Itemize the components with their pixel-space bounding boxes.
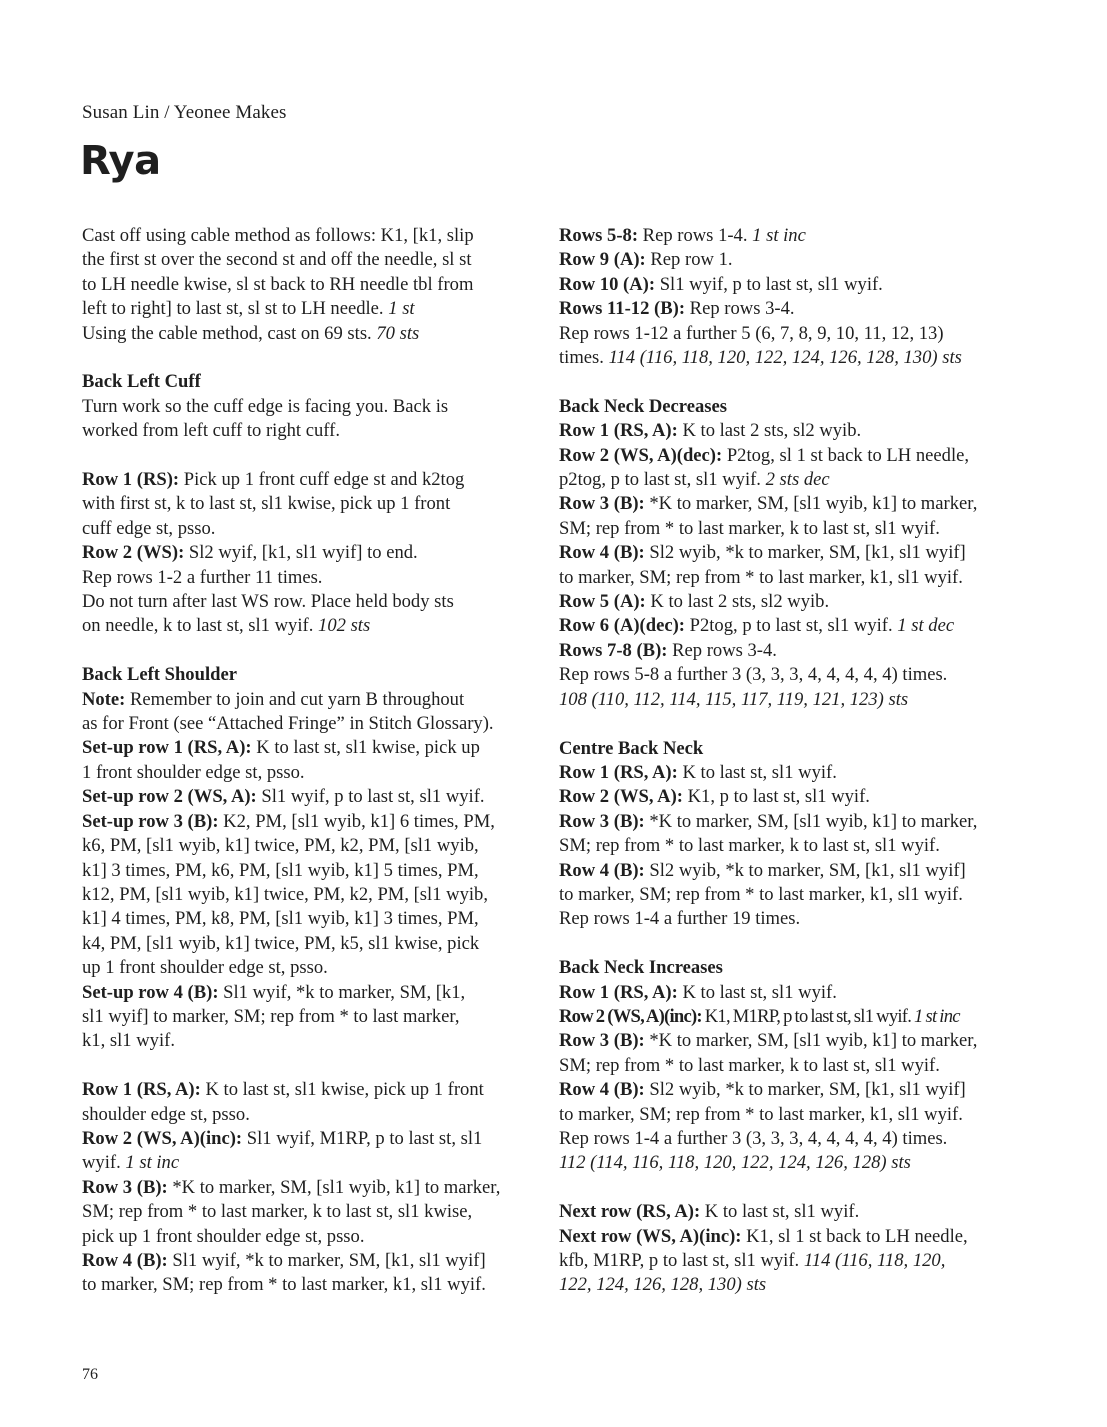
instruction-text: P2tog, sl 1 st back to LH needle,: [722, 444, 970, 466]
instruction-text: Rep rows 1-4 a further 19 times.: [559, 908, 801, 930]
instruction-line: [82, 834, 530, 858]
instruction-line: [559, 1029, 1009, 1053]
instruction-text: K to last st, sl1 kwise, pick up 1 front: [200, 1079, 484, 1101]
instruction-text: with first st, k to last st, sl1 kwise, pick up 1 front: [82, 493, 451, 515]
instruction-line: [559, 1273, 1009, 1297]
right-column: [559, 224, 1009, 1298]
paragraph-spacer: [559, 712, 1009, 736]
instruction-text: 1 front shoulder edge st, psso.: [82, 761, 305, 783]
instruction-line: [82, 761, 530, 785]
instruction-line: [559, 981, 1009, 1005]
instruction-line: [559, 785, 1009, 809]
instruction-text: Rep rows 1-4 a further 3 (3, 3, 3, 4, 4, 4, 4, 4) times.: [559, 1127, 948, 1149]
instruction-line: [82, 712, 530, 736]
instruction-text: on needle, k to last st, sl1 wyif.: [82, 615, 314, 637]
row-label: Row 1 (RS, A):: [559, 981, 678, 1003]
instruction-line: [82, 395, 530, 419]
instruction-text: to marker, SM; rep from * to last marker, k1, sl1 wyif.: [559, 883, 963, 905]
instruction-line: [82, 468, 530, 492]
instruction-line: [82, 1249, 530, 1273]
instruction-line: [559, 1005, 1009, 1029]
instruction-line: [82, 248, 530, 272]
instruction-text: Sl1 wyif, p to last st, sl1 wyif.: [256, 786, 485, 808]
row-label: Row 6 (A)(dec):: [559, 615, 685, 637]
section-heading: Back Neck Increases: [559, 957, 723, 979]
instruction-text: Turn work so the cuff edge is facing you. Back is: [82, 395, 449, 417]
row-label: Next row (WS, A)(inc):: [559, 1225, 742, 1247]
instruction-text: to marker, SM; rep from * to last marker, k1, sl1 wyif.: [82, 1274, 486, 1296]
instruction-text: k1] 3 times, PM, k6, PM, [sl1 wyib, k1] 5 times, PM,: [82, 859, 479, 881]
instruction-line: [82, 1225, 530, 1249]
instruction-text: to LH needle kwise, sl st back to RH needle tbl from: [82, 273, 474, 295]
stitch-count: 112 (114, 116, 118, 120, 122, 124, 126, 128) sts: [559, 1152, 911, 1174]
instruction-text: K to last st, sl1 wyif.: [677, 761, 837, 783]
instruction-line: [82, 1078, 530, 1102]
stitch-count: 1 st inc: [120, 1152, 180, 1174]
instruction-line: [559, 541, 1009, 565]
instruction-line: [82, 590, 530, 614]
instruction-line: [82, 273, 530, 297]
instruction-line: [559, 566, 1009, 590]
instruction-text: K to last st, sl1 wyif.: [700, 1201, 860, 1223]
instruction-line: [559, 859, 1009, 883]
instruction-text: to marker, SM; rep from * to last marker, k1, sl1 wyif.: [559, 1103, 963, 1125]
instruction-text: K to last 2 sts, sl2 wyib.: [677, 420, 862, 442]
instruction-text: K1, p to last st, sl1 wyif.: [682, 786, 870, 808]
row-label: Set-up row 1 (RS, A):: [82, 737, 252, 759]
instruction-line: [82, 224, 530, 248]
instruction-line: [559, 322, 1009, 346]
row-label: Row 1 (RS, A):: [559, 761, 678, 783]
instruction-line: [559, 346, 1009, 370]
instruction-line: [559, 419, 1009, 443]
stitch-count: 102 sts: [313, 615, 371, 637]
instruction-line: [559, 1225, 1009, 1249]
instruction-line: [559, 492, 1009, 516]
instruction-line: [82, 1005, 530, 1029]
row-label: Row 4 (B):: [559, 542, 645, 564]
row-label: Rows 11-12 (B):: [559, 298, 686, 320]
row-label: Row 4 (B):: [82, 1250, 168, 1271]
instruction-line: [559, 590, 1009, 614]
instruction-text: Do not turn after last WS row. Place held body sts: [82, 591, 454, 613]
paragraph-spacer: [559, 932, 1009, 956]
instruction-line: [559, 810, 1009, 834]
row-label: Row 10 (A):: [559, 273, 656, 295]
instruction-text: pick up 1 front shoulder edge st, psso.: [82, 1225, 365, 1247]
row-label: Set-up row 3 (B):: [82, 810, 219, 832]
instruction-line: [559, 273, 1009, 297]
pattern-title: Rya: [80, 138, 161, 184]
instruction-text: k6, PM, [sl1 wyib, k1] twice, PM, k2, PM, [sl1 wyib,: [82, 835, 479, 857]
section-heading: Centre Back Neck: [559, 737, 704, 759]
instruction-line: [559, 297, 1009, 321]
instruction-line: [559, 468, 1009, 492]
row-label: Row 5 (A):: [559, 591, 646, 613]
instruction-text: SM; rep from * to last marker, k to last st, sl1 kwise,: [82, 1201, 473, 1223]
instruction-line: [82, 492, 530, 516]
stitch-count: 114 (116, 118, 120,: [799, 1250, 946, 1271]
instruction-line: [82, 297, 530, 321]
instruction-line: [82, 1151, 530, 1175]
stitch-count: 70 sts: [371, 322, 420, 344]
instruction-text: Remember to join and cut yarn B throughout: [125, 688, 465, 710]
instruction-text: times.: [559, 347, 604, 369]
instruction-text: as for Front (see “Attached Fringe” in Stitch Glossary).: [82, 713, 494, 735]
instruction-line: [559, 1127, 1009, 1151]
instruction-line: [559, 1078, 1009, 1102]
instruction-text: k1, sl1 wyif.: [82, 1030, 175, 1052]
section-heading: Back Neck Decreases: [559, 395, 727, 417]
instruction-text: Sl2 wyib, *k to marker, SM, [k1, sl1 wyif]: [644, 1079, 966, 1101]
instruction-text: SM; rep from * to last marker, k to last st, sl1 wyif.: [559, 517, 940, 539]
instruction-text: K2, PM, [sl1 wyib, k1] 6 times, PM,: [218, 810, 495, 832]
instruction-text: sl1 wyif] to marker, SM; rep from * to last marker,: [82, 1005, 460, 1027]
instruction-text: Sl1 wyif, M1RP, p to last st, sl1: [242, 1127, 483, 1149]
section-heading: Back Left Cuff: [82, 371, 201, 393]
instruction-text: the first st over the second st and off the needle, sl st: [82, 249, 472, 271]
paragraph-spacer: [82, 444, 530, 468]
row-label: Set-up row 2 (WS, A):: [82, 786, 257, 808]
instruction-text: K1, sl 1 st back to LH needle,: [741, 1225, 968, 1247]
instruction-text: Sl1 wyif, *k to marker, SM, [k1,: [218, 981, 466, 1003]
instruction-line: [82, 907, 530, 931]
instruction-line: [82, 688, 530, 712]
instruction-line: [559, 614, 1009, 638]
stitch-count: 1 st inc: [911, 1005, 960, 1027]
instruction-line: [82, 810, 530, 834]
instruction-text: Rep rows 1-2 a further 11 times.: [82, 566, 323, 588]
instruction-line: [82, 956, 530, 980]
instruction-line: [559, 883, 1009, 907]
row-label: Set-up row 4 (B):: [82, 981, 219, 1003]
instruction-text: Sl2 wyib, *k to marker, SM, [k1, sl1 wyif]: [644, 542, 966, 564]
row-label: Rows 7-8 (B):: [559, 639, 668, 661]
row-label: Row 1 (RS, A):: [559, 420, 678, 442]
instruction-line: [559, 639, 1009, 663]
row-label: Row 2 (WS, A):: [559, 786, 683, 808]
instruction-text: K1, M1RP, p to last st, sl1 wyif.: [701, 1005, 912, 1027]
stitch-count: 114 (116, 118, 120, 122, 124, 126, 128, 130) sts: [603, 347, 962, 369]
instruction-text: *K to marker, SM, [sl1 wyib, k1] to marker,: [644, 810, 978, 832]
instruction-text: K to last 2 sts, sl2 wyib.: [645, 591, 830, 613]
instruction-line: [559, 444, 1009, 468]
instruction-line: [559, 224, 1009, 248]
instruction-text: Sl2 wyib, *k to marker, SM, [k1, sl1 wyif]: [644, 859, 966, 881]
instruction-text: *K to marker, SM, [sl1 wyib, k1] to marker,: [644, 1030, 978, 1052]
row-label: Row 3 (B):: [82, 1176, 168, 1198]
stitch-count: 1 st inc: [747, 225, 806, 246]
paragraph-spacer: [82, 639, 530, 663]
row-label: Row 2 (WS, A)(inc):: [82, 1127, 243, 1149]
instruction-text: worked from left cuff to right cuff.: [82, 420, 340, 442]
instruction-line: [82, 517, 530, 541]
instruction-line: [82, 859, 530, 883]
instruction-line: [559, 1103, 1009, 1127]
instruction-line: [82, 541, 530, 565]
instruction-line: [82, 419, 530, 443]
instruction-line: [559, 907, 1009, 931]
row-label: Row 3 (B):: [559, 1030, 645, 1052]
instruction-line: [82, 322, 530, 346]
left-column: [82, 224, 530, 1298]
instruction-text: Cast off using cable method as follows: K1, [k1, slip: [82, 225, 474, 246]
instruction-line: [559, 1200, 1009, 1224]
stitch-count: 108 (110, 112, 114, 115, 117, 119, 121, 123) sts: [559, 688, 909, 710]
instruction-text: P2tog, p to last st, sl1 wyif.: [684, 615, 893, 637]
stitch-count: 122, 124, 126, 128, 130) sts: [559, 1274, 767, 1296]
instruction-line: [559, 761, 1009, 785]
instruction-line: [82, 614, 530, 638]
instruction-text: Rep row 1.: [645, 249, 733, 271]
paragraph-spacer: [82, 1054, 530, 1078]
instruction-line: [82, 1176, 530, 1200]
instruction-text: k12, PM, [sl1 wyib, k1] twice, PM, k2, PM, [sl1 wyib,: [82, 883, 488, 905]
paragraph-spacer: [559, 370, 1009, 394]
instruction-text: k4, PM, [sl1 wyib, k1] twice, PM, k5, sl1 kwise, pick: [82, 932, 480, 954]
instruction-line: [82, 1127, 530, 1151]
stitch-count: 1 st dec: [892, 615, 955, 637]
row-label: Next row (RS, A):: [559, 1201, 701, 1223]
instruction-line: [82, 1273, 530, 1297]
instruction-line: [82, 1029, 530, 1053]
instruction-text: wyif.: [82, 1152, 121, 1174]
stitch-count: 1 st: [383, 298, 415, 320]
row-label: Row 4 (B):: [559, 1079, 645, 1101]
instruction-text: left to right] to last st, sl st to LH needle.: [82, 298, 384, 320]
row-label: Rows 5-8:: [559, 225, 639, 246]
paragraph-spacer: [559, 1176, 1009, 1200]
row-label: Row 1 (RS):: [82, 469, 180, 491]
instruction-text: cuff edge st, psso.: [82, 517, 216, 539]
instruction-text: p2tog, p to last st, sl1 wyif.: [559, 469, 761, 491]
instruction-text: Rep rows 1-4.: [638, 225, 748, 246]
stitch-count: 2 sts dec: [760, 469, 830, 491]
instruction-text: up 1 front shoulder edge st, psso.: [82, 957, 328, 979]
row-label: Note:: [82, 688, 126, 710]
instruction-line: [82, 566, 530, 590]
instruction-line: [559, 248, 1009, 272]
instruction-text: K to last st, sl1 wyif.: [677, 981, 837, 1003]
instruction-text: k1] 4 times, PM, k8, PM, [sl1 wyib, k1] 3 times, PM,: [82, 908, 479, 930]
instruction-text: SM; rep from * to last marker, k to last st, sl1 wyif.: [559, 835, 940, 857]
instruction-line: [82, 736, 530, 760]
instruction-line: [82, 1200, 530, 1224]
instruction-text: Sl2 wyif, [k1, sl1 wyif] to end.: [184, 542, 418, 564]
instruction-line: [559, 688, 1009, 712]
row-label: Row 4 (B):: [559, 859, 645, 881]
row-label: Row 3 (B):: [559, 493, 645, 515]
page-number: 76: [82, 1366, 98, 1383]
row-label: Row 9 (A):: [559, 249, 646, 271]
instruction-text: kfb, M1RP, p to last st, sl1 wyif.: [559, 1250, 800, 1271]
designer-credit: Susan Lin / Yeonee Makes: [82, 102, 287, 123]
instruction-text: Using the cable method, cast on 69 sts.: [82, 322, 372, 344]
instruction-line: [82, 1103, 530, 1127]
instruction-text: K to last st, sl1 kwise, pick up: [251, 737, 480, 759]
instruction-text: Sl1 wyif, *k to marker, SM, [k1, sl1 wyif]: [167, 1250, 486, 1271]
instruction-line: [559, 1054, 1009, 1078]
instruction-line: [559, 663, 1009, 687]
instruction-text: to marker, SM; rep from * to last marker, k1, sl1 wyif.: [559, 566, 963, 588]
row-label: Row 1 (RS, A):: [82, 1079, 201, 1101]
instruction-line: [559, 834, 1009, 858]
instruction-line: [559, 517, 1009, 541]
instruction-text: SM; rep from * to last marker, k to last st, sl1 wyif.: [559, 1054, 940, 1076]
instruction-line: [82, 883, 530, 907]
instruction-text: Pick up 1 front cuff edge st and k2tog: [179, 469, 465, 491]
section-heading: Back Left Shoulder: [82, 664, 237, 686]
instruction-line: [559, 1249, 1009, 1273]
instruction-text: *K to marker, SM, [sl1 wyib, k1] to marker,: [644, 493, 978, 515]
instruction-line: [559, 1151, 1009, 1175]
instruction-text: *K to marker, SM, [sl1 wyib, k1] to marker,: [167, 1176, 501, 1198]
instruction-line: [82, 981, 530, 1005]
row-label: Row 2 (WS):: [82, 542, 185, 564]
instruction-text: Sl1 wyif, p to last st, sl1 wyif.: [655, 273, 883, 295]
instruction-text: shoulder edge st, psso.: [82, 1103, 250, 1125]
instruction-line: [82, 785, 530, 809]
row-label: Row 3 (B):: [559, 810, 645, 832]
instruction-text: Rep rows 1-12 a further 5 (6, 7, 8, 9, 10, 11, 12, 13): [559, 322, 944, 344]
instruction-text: Rep rows 3-4.: [667, 639, 777, 661]
row-label: Row 2 (WS, A)(dec):: [559, 444, 723, 466]
instruction-text: Rep rows 5-8 a further 3 (3, 3, 3, 4, 4, 4, 4, 4) times.: [559, 664, 948, 686]
row-label: Row 2 (WS, A)(inc):: [559, 1005, 702, 1027]
instruction-text: Rep rows 3-4.: [685, 298, 795, 320]
paragraph-spacer: [82, 346, 530, 370]
instruction-line: [82, 932, 530, 956]
